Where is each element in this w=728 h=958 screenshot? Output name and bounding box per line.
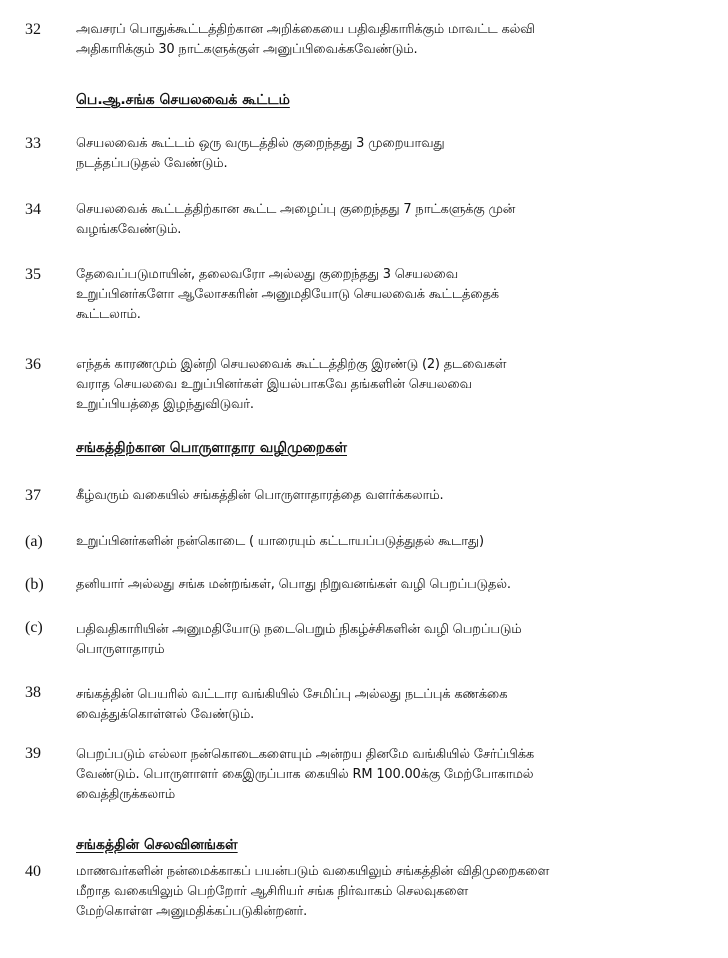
text-line: மாணவர்களின் நன்மைக்காகப் பயன்படும் வகையிலும் சங்கத்தின் விதிமுறைகளை [76, 864, 550, 879]
text-line: செயலவைக் கூட்டத்திற்கான கூட்ட அழைப்பு குறைந்தது 7 நாட்களுக்கு முன் [76, 202, 516, 217]
clause-number: 35 [25, 266, 41, 283]
text-line: வழங்கவேண்டும். [76, 222, 182, 237]
text-line: அவசரப் பொதுக்கூட்டத்திற்கான அறிக்கையை பதிவதிகாரிக்கும் மாவட்ட கல்வி [76, 22, 535, 37]
clause-text [76, 862, 706, 922]
text-line: மேற்கொள்ள அனுமதிக்கப்படுகின்றனர். [76, 904, 308, 919]
text-line: கூட்டலாம். [76, 307, 141, 322]
clause-number: (c) [25, 619, 43, 636]
text-line: மீறாத வகையிலும் பெற்றோர் ஆசிரியர் சங்க நிர்வாகம் செலவுகளை [76, 884, 469, 899]
text-line: செயலவைக் கூட்டம் ஒரு வருடத்தில் குறைந்தது 3 முறையாவது [76, 136, 445, 151]
text-line: தனியார் அல்லது சங்க மன்றங்கள், பொது நிறுவனங்கள் வழி பெறப்படுதல். [76, 577, 511, 592]
clause-number: 38 [25, 684, 41, 701]
clause-text [76, 134, 706, 174]
clause-text [76, 620, 706, 660]
text-line: பெறப்படும் எல்லா நன்கொடைகளையும் அன்றய தினமே வங்கியில் சேர்ப்பிக்க [76, 747, 534, 762]
clause-number: 37 [25, 487, 41, 504]
clause-number: 40 [25, 863, 41, 880]
clause-text [76, 265, 706, 325]
text-line: எந்தக் காரணமும் இன்றி செயலவைக் கூட்டத்திற்கு இரண்டு (2) தடவைகள் [76, 357, 507, 372]
clause-text [76, 575, 706, 595]
text-line: தேவைப்படுமாயின், தலைவரோ அல்லது குறைந்தது 3 செயலவை [76, 267, 459, 282]
clause-number: (b) [25, 576, 44, 593]
clause-text [76, 532, 706, 552]
section-heading: சங்கத்தின் செலவினங்கள் [76, 837, 238, 853]
clause-text [76, 20, 706, 60]
text-line: அதிகாரிக்கும் 30 நாட்களுக்குள் அனுப்பிவைக்கவேண்டும். [76, 42, 418, 57]
clause-number: 33 [25, 135, 41, 152]
text-line: சங்கத்தின் பெயரில் வட்டார வங்கியில் சேமிப்பு அல்லது நடப்புக் கணக்கை [76, 687, 508, 702]
text-line: வேண்டும். பொருளாளர் கைஇருப்பாக கையில் RM 100.00க்கு மேற்போகாமல் [76, 767, 534, 782]
text-line: உறுப்பியத்தை இழந்துவிடுவர். [76, 397, 254, 412]
text-line: பதிவதிகாரியின் அனுமதியோடு நடைபெறும் நிகழ்ச்சிகளின் வழி பெறப்படும் [76, 622, 522, 637]
text-line: நடத்தப்படுதல் வேண்டும். [76, 156, 228, 171]
clause-text [76, 200, 706, 240]
clause-text [76, 685, 706, 725]
text-line: வராத செயலவை உறுப்பினர்கள் இயல்பாகவே தங்களின் செயலவை [76, 377, 472, 392]
text-line: வைத்துக்கொள்ளல் வேண்டும். [76, 707, 255, 722]
text-line: கீழ்வரும் வகையில் சங்கத்தின் பொருளாதாரத்தை வளர்க்கலாம். [76, 488, 444, 503]
text-line: உறுப்பினர்களோ ஆலோசகரின் அனுமதியோடு செயலவைக் கூட்டத்தைக் [76, 287, 499, 302]
clause-number: 36 [25, 356, 41, 373]
clause-text [76, 745, 706, 805]
clause-number: (a) [25, 533, 43, 550]
text-line: வைத்திருக்கலாம் [76, 787, 175, 802]
clause-text [76, 355, 706, 415]
clause-number: 39 [25, 745, 41, 762]
clause-text [76, 486, 706, 506]
section-heading: பெ.ஆ.சங்க செயலவைக் கூட்டம் [76, 92, 290, 108]
text-line: உறுப்பினர்களின் நன்கொடை ( யாரையும் கட்டாயப்படுத்துதல் கூடாது) [76, 534, 484, 549]
section-heading: சங்கத்திற்கான பொருளாதார வழிமுறைகள் [76, 440, 347, 456]
text-line: பொருளாதாரம் [76, 642, 165, 657]
clause-number: 34 [25, 201, 41, 218]
clause-number: 32 [25, 21, 41, 38]
